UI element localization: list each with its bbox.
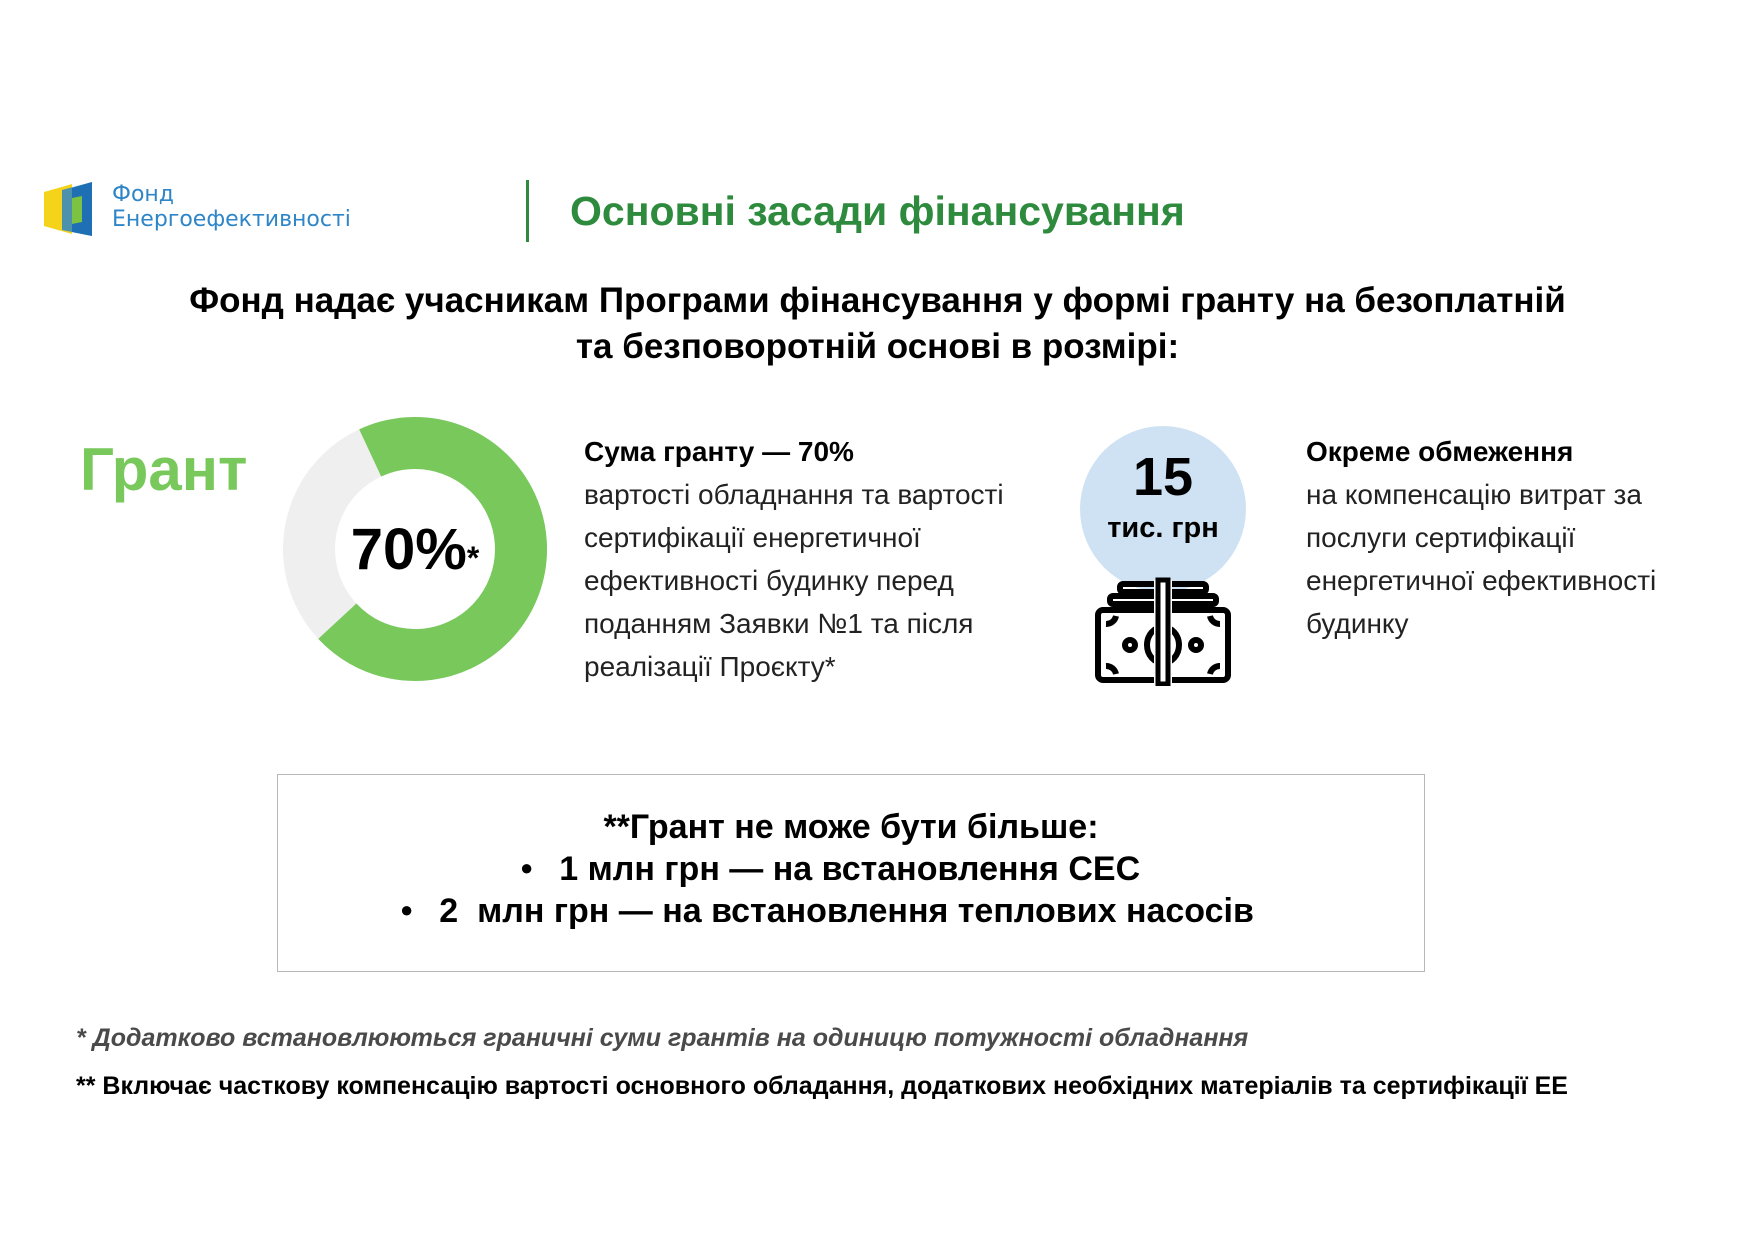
grant-description-lead: Сума гранту — 70% xyxy=(584,436,854,467)
grant-cap-item xyxy=(520,850,1140,889)
bullet-icon: ● xyxy=(520,855,534,880)
grant-cap-item-text: 1 млн грн — на встановлення СЕС xyxy=(559,850,1141,888)
bullet-icon: ● xyxy=(400,897,414,922)
limit-description-lead: Окреме обмеження xyxy=(1306,436,1574,467)
grant-label: Грант xyxy=(80,436,248,503)
grant-description xyxy=(584,430,1004,688)
grant-cap-heading: **Грант не може бути більше: xyxy=(603,808,1099,846)
limit-description-body: на компенсацію витрат за послуги сертифікації енергетичної ефективності будинку xyxy=(1306,479,1657,639)
donut-footnote-mark: * xyxy=(466,540,480,576)
donut-percent-text: 70% xyxy=(350,517,467,582)
header-divider xyxy=(526,180,529,242)
footnote-2: ** Включає часткову компенсацію вартості основного обладання, додаткових необхідних матеріалів та сертифікації ЕЕ xyxy=(76,1072,1568,1100)
intro-line-1: Фонд надає учасникам Програми фінансування у формі гранту на безоплатній xyxy=(189,281,1566,320)
grant-cap-item-text: 2 млн грн — на встановлення теплових насосів xyxy=(439,892,1254,930)
grant-description-body: вартості обладнання та вартості сертифікації енергетичної ефективності будинку перед поданням Заявки №1 та після реалізації Проєкту* xyxy=(584,479,1004,682)
limit-unit: тис. грн xyxy=(1107,512,1219,544)
intro-text xyxy=(40,278,1715,370)
donut-center-label xyxy=(320,516,510,583)
logo-mark-icon xyxy=(42,178,102,242)
logo-text-line2: Енергоефективності xyxy=(112,207,351,232)
limit-amount: 15 xyxy=(1132,447,1194,507)
footnote-1: * Додатково встановлюються граничні суми грантів на одиницю потужності обладнання xyxy=(76,1024,1249,1052)
grant-cap-item xyxy=(400,892,1254,931)
limit-description xyxy=(1306,430,1726,645)
limit-amount-badge xyxy=(1080,426,1246,592)
intro-line-2: та безповоротній основі в розмірі: xyxy=(575,327,1180,366)
page-title: Основні засади фінансування xyxy=(570,188,1185,234)
fund-logo xyxy=(42,178,402,242)
money-stack-icon xyxy=(1088,574,1238,686)
logo-text-line1: Фонд xyxy=(112,182,174,207)
